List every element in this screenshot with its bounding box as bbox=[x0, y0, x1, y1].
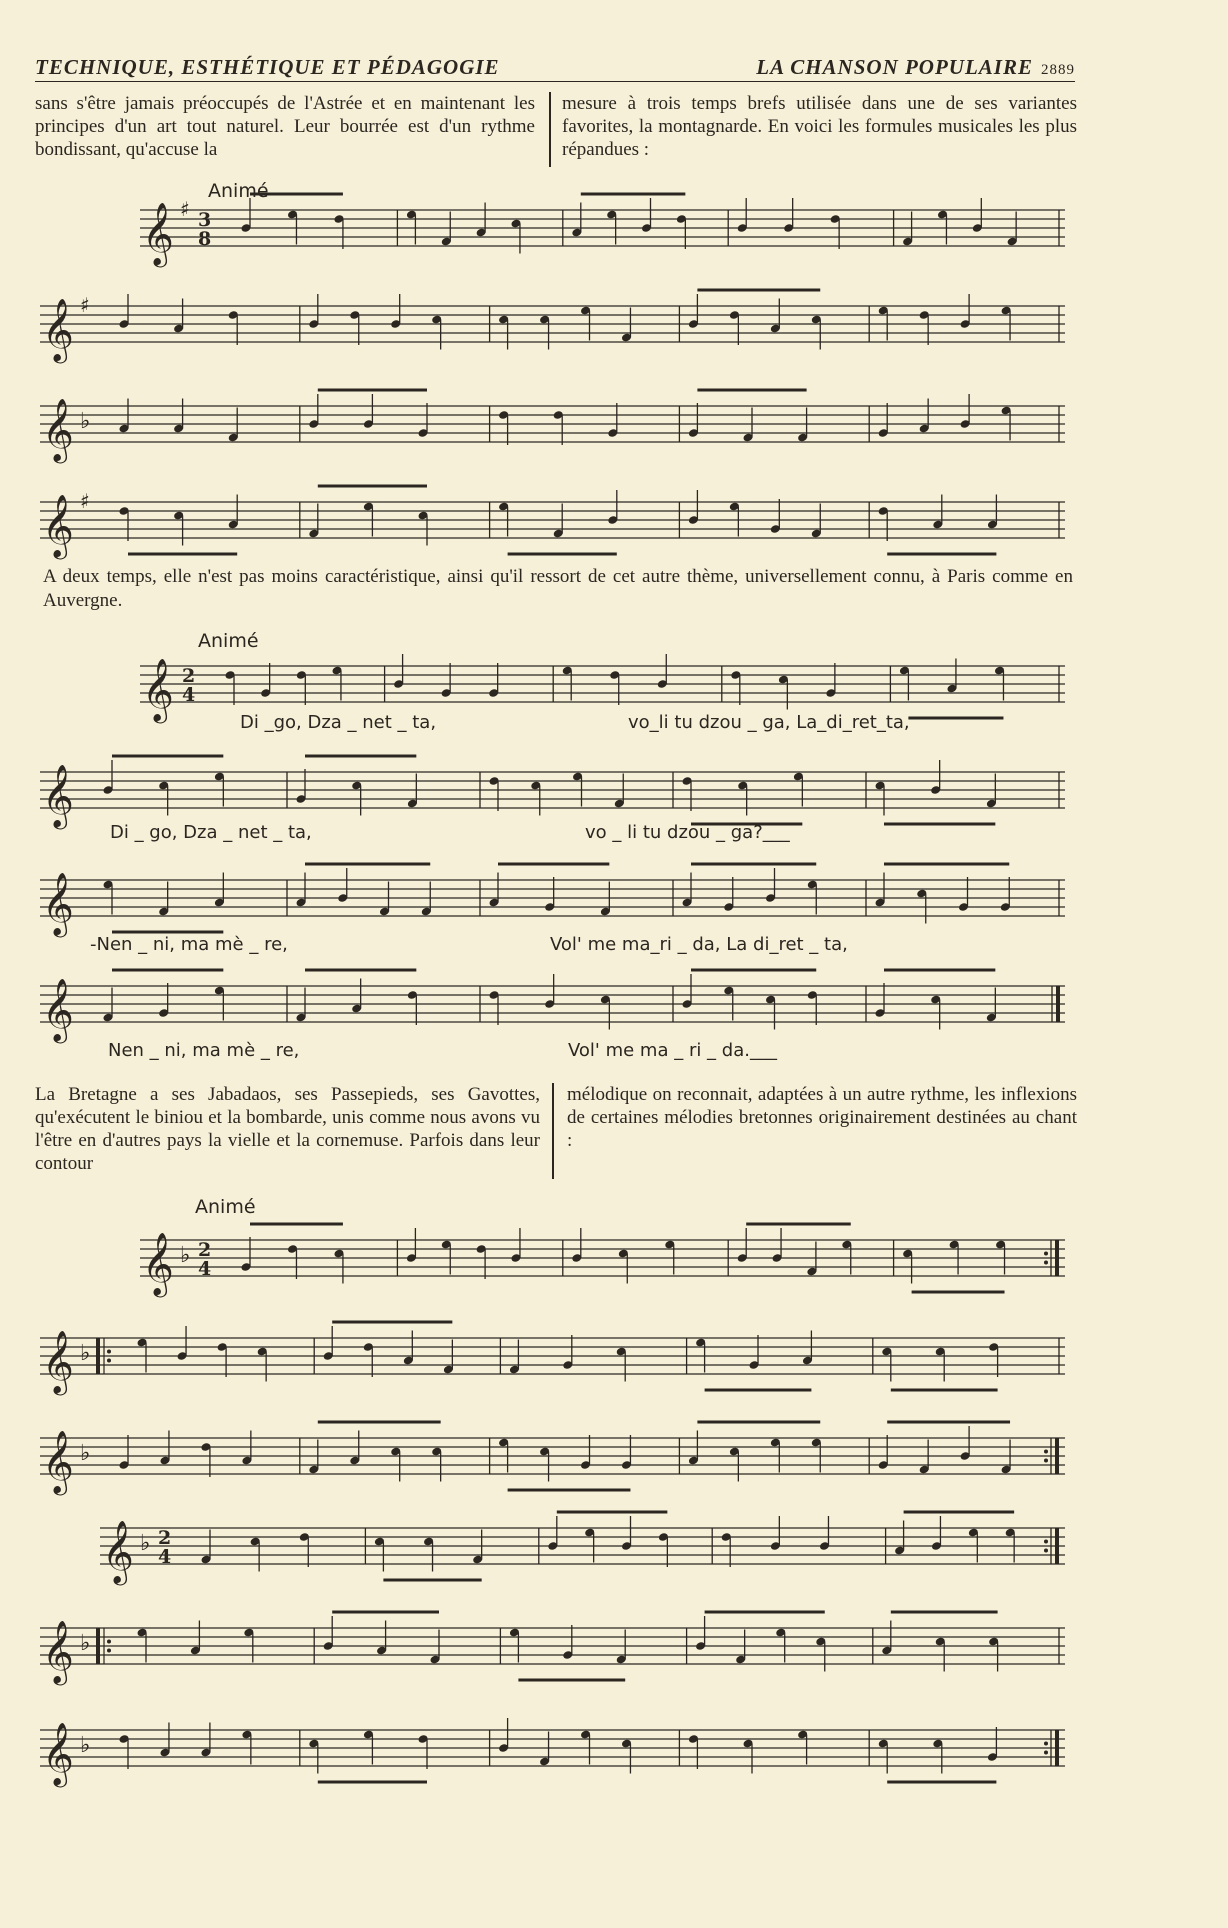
column-rule bbox=[549, 92, 551, 167]
breton-staff-5 bbox=[40, 1614, 1065, 1683]
treble-clef: 𝄞 bbox=[42, 298, 74, 361]
repeat-dot bbox=[1044, 1751, 1048, 1755]
repeat-dot bbox=[1044, 1261, 1048, 1265]
treble-clef: 𝄞 bbox=[42, 1330, 74, 1393]
bretagne-left-column bbox=[35, 1083, 540, 1175]
repeat-dot bbox=[1044, 1459, 1048, 1463]
final-bar-thick bbox=[1056, 986, 1060, 1022]
lyrics-line-4 bbox=[0, 1040, 1228, 1064]
deux-temps-paragraph bbox=[43, 565, 1073, 613]
intro-left-column bbox=[35, 92, 535, 161]
tempo-marking-2: Animé bbox=[198, 630, 259, 652]
lyrics-line-2 bbox=[0, 822, 1228, 846]
breton-staff-4 bbox=[100, 1514, 1065, 1583]
lyrics-line-1 bbox=[0, 712, 1228, 736]
lyrics-line-3 bbox=[0, 934, 1228, 958]
treble-clef: 𝄞 bbox=[42, 872, 74, 935]
time-sig-numerator: 2 bbox=[198, 1239, 212, 1261]
repeat-end-thick bbox=[1055, 1240, 1059, 1276]
flat-accidental: ♭ bbox=[80, 1733, 91, 1758]
tempo-marking-1: Animé bbox=[208, 180, 269, 202]
treble-clef: 𝄞 bbox=[42, 764, 74, 827]
treble-clef: 𝄞 bbox=[42, 494, 74, 557]
flat-accidental: ♭ bbox=[180, 1243, 191, 1268]
song-staff-1 bbox=[140, 652, 1065, 721]
lyrics-4a: Nen _ ni, ma mè _ re, bbox=[108, 1040, 300, 1061]
time-sig-denominator: 4 bbox=[158, 1546, 172, 1568]
repeat-dot bbox=[107, 1350, 111, 1354]
treble-clef: 𝄞 bbox=[42, 978, 74, 1041]
flat-accidental: ♭ bbox=[80, 409, 91, 434]
breton-staff-2 bbox=[40, 1324, 1065, 1393]
song-staff-4 bbox=[40, 972, 1065, 1041]
page-number: 2889 bbox=[1041, 62, 1075, 78]
intro-left-text: sans s'être jamais préoccupés de l'Astrée et en maintenant les principes d'un art tout naturel. Leur bourrée est d'un rythme bondissant, qu'accuse la bbox=[35, 93, 535, 160]
treble-clef: 𝄞 bbox=[142, 658, 174, 721]
repeat-dot bbox=[1044, 1742, 1048, 1746]
treble-clef: 𝄞 bbox=[142, 202, 174, 265]
treble-clef: 𝄞 bbox=[102, 1520, 134, 1583]
bretagne-left-text: La Bretagne a ses Jabadaos, ses Passepieds, ses Gavottes, qu'exécutent le biniou et la bombarde, unis comme nous avons vu l'être en d'autres pays la vielle et la cornemuse. Parfois dans leur contour bbox=[35, 1084, 540, 1174]
running-header bbox=[35, 55, 1075, 82]
repeat-bar-thick bbox=[96, 1628, 100, 1664]
bretagne-right-column bbox=[567, 1083, 1077, 1152]
lyrics-1a: Di _go, Dza _ net _ ta, bbox=[240, 712, 437, 733]
breton-staff-1 bbox=[140, 1226, 1065, 1295]
time-sig-numerator: 2 bbox=[158, 1527, 172, 1549]
sharp-accidental: ♯ bbox=[80, 293, 90, 317]
time-sig-denominator: 8 bbox=[198, 228, 212, 250]
breton-staff-6 bbox=[40, 1716, 1065, 1785]
repeat-dot bbox=[1044, 1540, 1048, 1544]
repeat-dot bbox=[107, 1640, 111, 1644]
repeat-end-thick bbox=[1055, 1730, 1059, 1766]
time-sig-denominator: 4 bbox=[182, 684, 196, 706]
lyrics-2b: vo _ li tu dzou _ ga?___ bbox=[585, 822, 790, 843]
header-title: LA CHANSON POPULAIRE bbox=[756, 55, 1033, 79]
repeat-end-thick bbox=[1055, 1438, 1059, 1474]
time-sig-numerator: 2 bbox=[182, 665, 196, 687]
treble-clef: 𝄞 bbox=[42, 1430, 74, 1493]
bourree-staff-2 bbox=[40, 292, 1065, 361]
flat-accidental: ♭ bbox=[80, 1631, 91, 1656]
header-left: TECHNIQUE, ESTHÉTIQUE ET PÉDAGOGIE bbox=[35, 55, 500, 79]
time-sig-denominator: 4 bbox=[198, 1258, 212, 1280]
intro-right-column bbox=[562, 92, 1077, 161]
lyrics-3b: Vol' me ma_ri _ da, La di_ret _ ta, bbox=[550, 934, 848, 955]
treble-clef: 𝄞 bbox=[42, 1722, 74, 1785]
lyrics-1b: vo_li tu dzou _ ga, La_di_ret_ta, bbox=[628, 712, 910, 733]
bourree-staff-4 bbox=[40, 488, 1065, 557]
lyrics-3a: -Nen _ ni, ma mè _ re, bbox=[90, 934, 288, 955]
repeat-dot bbox=[107, 1649, 111, 1653]
repeat-bar-thick bbox=[96, 1338, 100, 1374]
header-right bbox=[756, 55, 1075, 80]
flat-accidental: ♭ bbox=[140, 1531, 151, 1556]
bourree-staff-3 bbox=[40, 392, 1065, 461]
lyrics-4b: Vol' me ma _ ri _ da.___ bbox=[568, 1040, 777, 1061]
song-staff-2 bbox=[40, 758, 1065, 827]
flat-accidental: ♭ bbox=[80, 1341, 91, 1366]
treble-clef: 𝄞 bbox=[142, 1232, 174, 1295]
breton-staff-3 bbox=[40, 1424, 1065, 1493]
column-rule-2 bbox=[552, 1083, 554, 1179]
lyrics-2a: Di _ go, Dza _ net _ ta, bbox=[110, 822, 312, 843]
repeat-dot bbox=[107, 1359, 111, 1363]
sharp-accidental: ♯ bbox=[80, 489, 90, 513]
repeat-dot bbox=[1044, 1549, 1048, 1553]
repeat-dot bbox=[1044, 1252, 1048, 1256]
song-staff-3 bbox=[40, 866, 1065, 935]
deux-temps-text: A deux temps, elle n'est pas moins caractéristique, ainsi qu'il ressort de cet autre thème, universellement connu, à Paris comme en Auvergne. bbox=[43, 566, 1073, 611]
bourree-staff-1 bbox=[140, 196, 1065, 265]
repeat-end-thick bbox=[1055, 1528, 1059, 1564]
time-sig-numerator: 3 bbox=[198, 209, 212, 231]
sharp-accidental: ♯ bbox=[180, 197, 190, 221]
flat-accidental: ♭ bbox=[80, 1441, 91, 1466]
bretagne-right-text: mélodique on reconnait, adaptées à un autre rythme, les inflexions de certaines mélodies bretonnes originairement destinées au chant : bbox=[567, 1084, 1077, 1151]
repeat-dot bbox=[1044, 1450, 1048, 1454]
treble-clef: 𝄞 bbox=[42, 398, 74, 461]
treble-clef: 𝄞 bbox=[42, 1620, 74, 1683]
intro-right-text: mesure à trois temps brefs utilisée dans une de ses variantes favorites, la montagnarde. En voici les formules musicales les plus répandues : bbox=[562, 93, 1077, 160]
tempo-marking-3: Animé bbox=[195, 1196, 256, 1218]
